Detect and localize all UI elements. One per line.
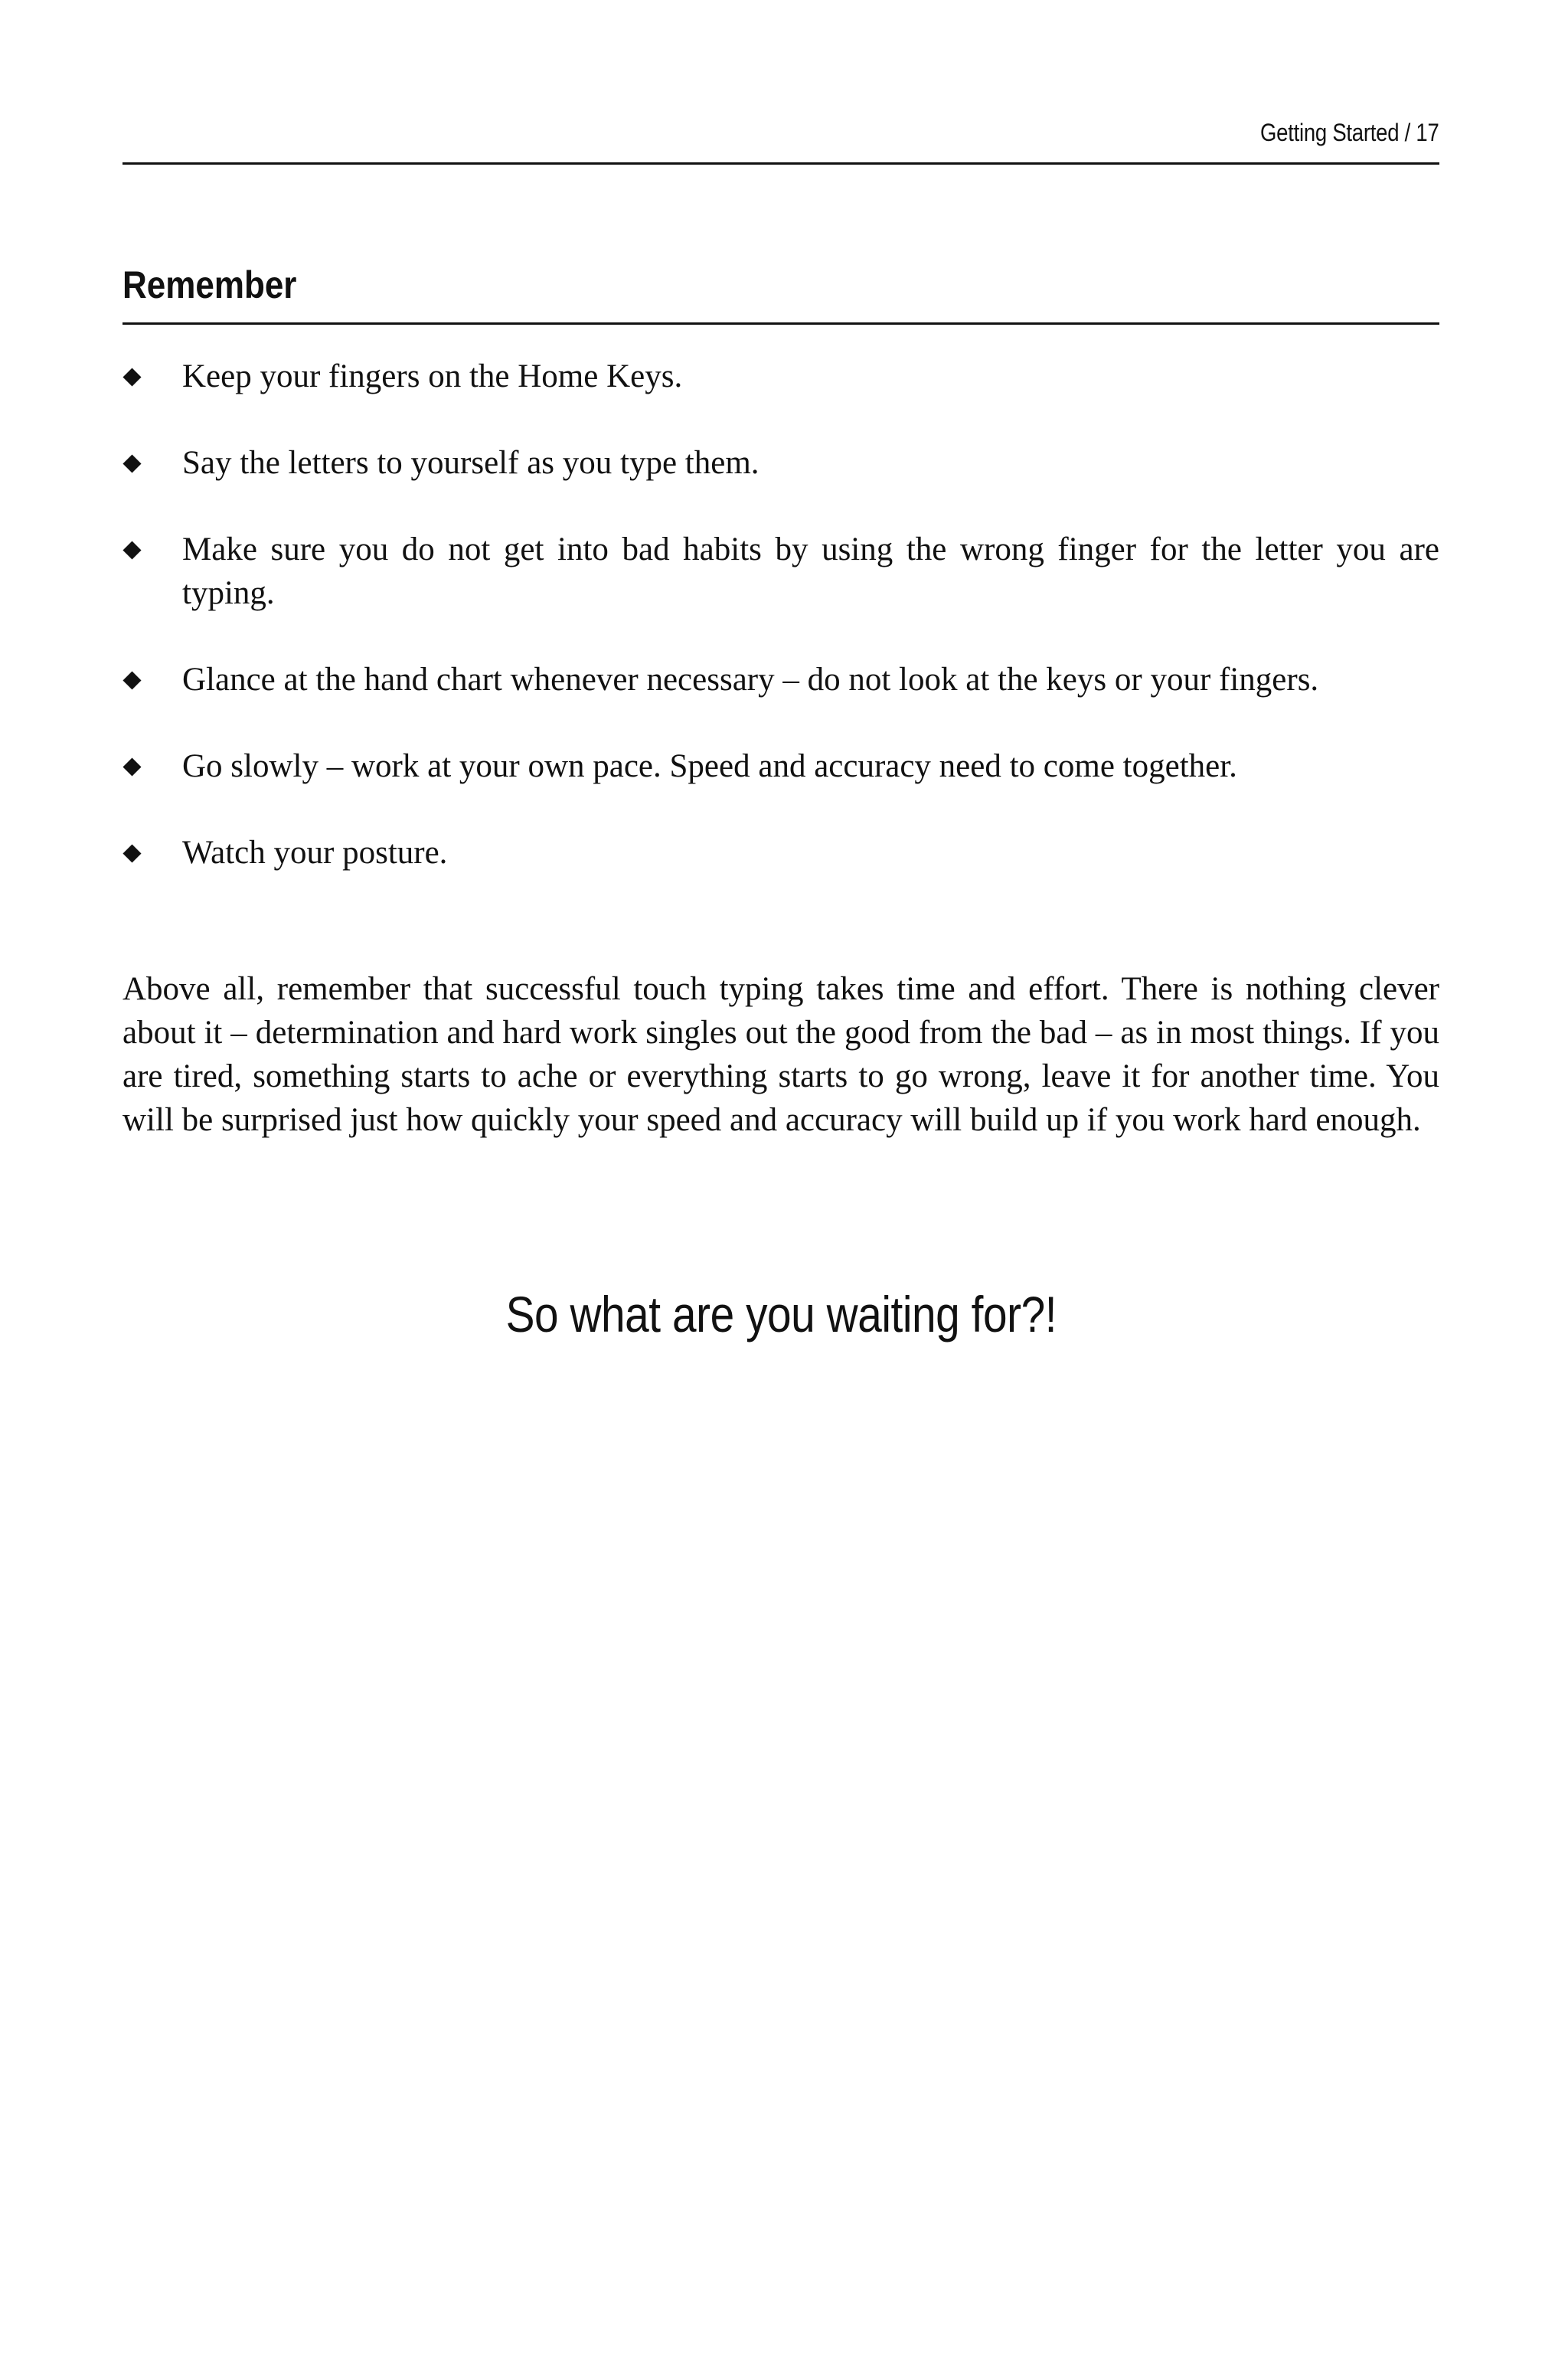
section-rule (122, 322, 1439, 325)
tips-list (122, 355, 1439, 917)
closing-paragraph: Above all, remember that successful touch typing takes time and effort. There is nothing clever about it – determination and hard work singles out the good from the bad – as in most things. If you are tired, something starts to ache or everything starts to go wrong, leave it for another time. You will be surprised just how quickly your speed and accuracy will build up if you work hard enough. (122, 971, 1439, 1138)
diamond-bullet-icon (122, 368, 141, 386)
tip-item (122, 658, 1439, 701)
tip-text: Keep your fingers on the Home Keys. (182, 358, 683, 394)
tip-text: Make sure you do not get into bad habits by using the wrong finger for the letter you are typing. (182, 531, 1439, 611)
tip-text: Watch your posture. (182, 835, 448, 871)
tip-item (122, 831, 1439, 875)
book-page (122, 0, 1439, 2371)
diamond-bullet-icon (122, 454, 141, 473)
diamond-bullet-icon (122, 541, 141, 559)
running-head: Getting Started / 17 (1260, 119, 1439, 146)
diamond-bullet-icon (122, 844, 141, 862)
tip-text: Glance at the hand chart whenever necessary – do not look at the keys or your fingers. (182, 662, 1319, 698)
tip-item (122, 441, 1439, 485)
tip-item (122, 528, 1439, 615)
call-to-action (122, 1285, 1439, 1343)
tip-text: Go slowly – work at your own pace. Speed and accuracy need to come together. (182, 748, 1237, 784)
call-to-action-text: So what are you waiting for?! (505, 1286, 1057, 1342)
diamond-bullet-icon (122, 757, 141, 776)
diamond-bullet-icon (122, 671, 141, 689)
header-rule (122, 162, 1439, 165)
tip-item (122, 355, 1439, 398)
tip-item (122, 744, 1439, 788)
tip-text: Say the letters to yourself as you type them. (182, 445, 760, 481)
section-title: Remember (122, 263, 297, 306)
